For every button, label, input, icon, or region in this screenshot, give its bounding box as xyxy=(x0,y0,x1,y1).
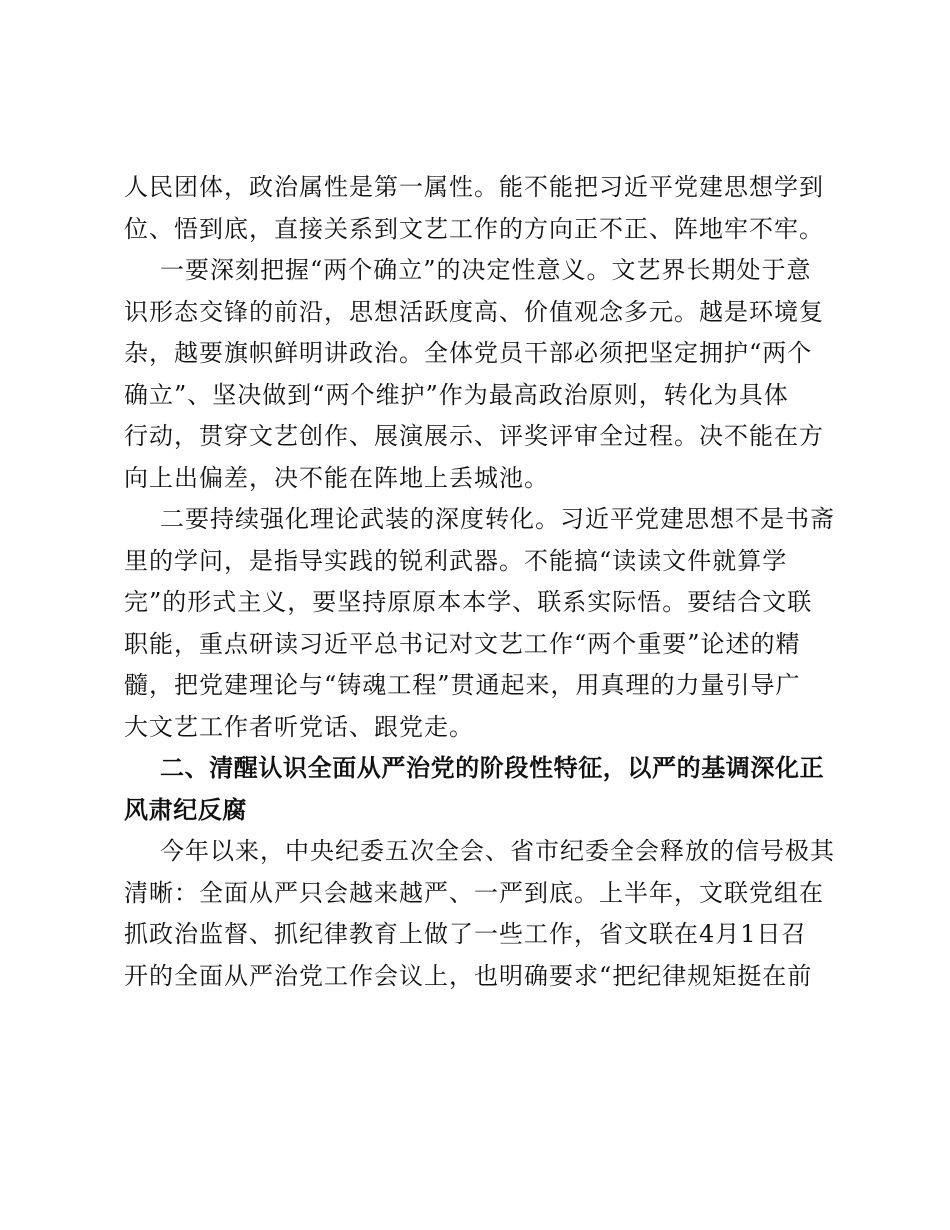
text-line: 位、悟到底，直接关系到文艺工作的方向正不正、阵地牢不牢。 xyxy=(124,214,824,243)
text-line: 抓政治监督、抓纪律教育上做了一些工作，省文联在4月1日召 xyxy=(124,920,807,948)
paragraph-two-establishments xyxy=(124,250,836,499)
text-line: 清晰：全面从严只会越来越严、一严到底。上半年，文联党组在 xyxy=(124,878,824,907)
section-heading-2 xyxy=(124,748,836,831)
paragraph-theoretical-arming xyxy=(124,499,836,748)
text-line: 二要持续强化理论武装的深度转化。习近平党建思想不是书斋 xyxy=(160,505,835,533)
text-line: 今年以来，中央纪委五次全会、省市纪委全会释放的信号极其 xyxy=(160,837,835,865)
text-line: 一要深刻把握“两个确立”的决定性意义。文艺界长期处于意 xyxy=(160,256,812,284)
text-line: 人民团体，政治属性是第一属性。能不能把习近平党建思想学到 xyxy=(124,173,824,201)
text-line: 髓，把党建理论与“铸魂工程”贯通起来，用真理的力量引导广 xyxy=(124,671,801,699)
paragraph-continued xyxy=(124,167,836,250)
text-line: 杂，越要旗帜鲜明讲政治。全体党员干部必须把坚定拥护“两个 xyxy=(124,339,813,367)
text-line: 大文艺工作者听党话、跟党走。 xyxy=(124,712,474,741)
heading-line: 二、清醒认识全面从严治党的阶段性特征，以严的基调深化正 xyxy=(160,754,825,782)
text-line: 开的全面从严治党工作会议上，也明确要求“把纪律规矩挺在前 xyxy=(124,961,813,990)
text-line: 向上出偏差，决不能在阵地上丢城池。 xyxy=(124,463,549,492)
text-line: 行动，贯穿文艺创作、展演展示、评奖评审全过程。决不能在方 xyxy=(124,422,824,450)
text-line: 确立”、坚决做到“两个维护”作为最高政治原则，转化为具体 xyxy=(124,380,789,409)
document-body xyxy=(124,167,836,997)
text-line: 职能，重点研读习近平总书记对文艺工作“两个重要”论述的精 xyxy=(124,629,801,658)
heading-line: 风肃纪反腐 xyxy=(124,795,247,824)
paragraph-strict-governance xyxy=(124,831,836,997)
text-line: 识形态交锋的前沿，思想活跃度高、价值观念多元。越是环境复 xyxy=(124,297,824,326)
text-line: 完”的形式主义，要坚持原原本本学、联系实际悟。要结合文联 xyxy=(124,588,813,616)
text-line: 里的学问，是指导实践的锐利武器。不能搞“读读文件就算学 xyxy=(124,546,788,575)
